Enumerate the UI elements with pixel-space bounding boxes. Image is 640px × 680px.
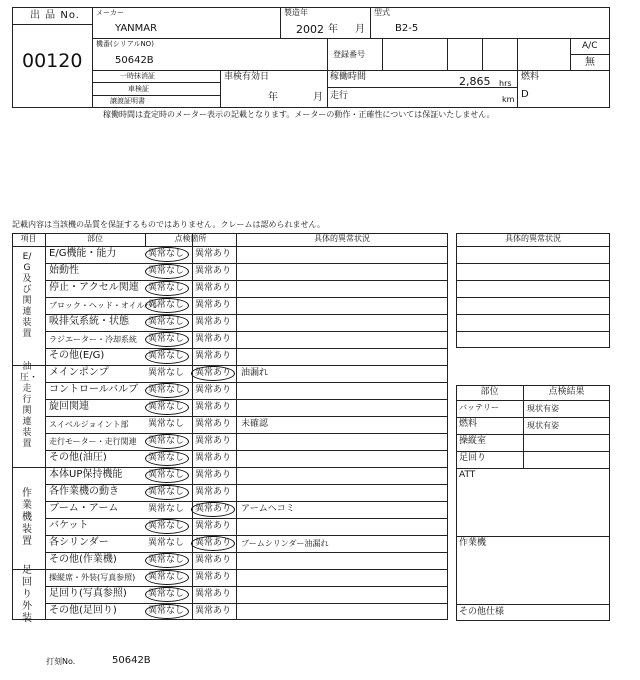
- selected-circle: [145, 434, 189, 449]
- selected-circle: [145, 264, 189, 279]
- part-name: バケット: [49, 520, 89, 531]
- table-row: [45, 382, 448, 399]
- normal-option: 異常なし: [148, 470, 185, 480]
- table-row: [45, 501, 448, 518]
- abnormality-detail: 油漏れ: [241, 368, 269, 378]
- part-name: E/G機能・能力: [49, 248, 117, 259]
- table-row: [45, 399, 448, 416]
- abnormal-option: 異常あり: [195, 351, 232, 361]
- selected-circle: [191, 502, 235, 517]
- abnormal-option: 異常あり: [195, 470, 232, 480]
- abnormal-option: 異常あり: [195, 538, 232, 548]
- part-name: メインポンプ: [49, 367, 109, 378]
- table-row: [45, 246, 448, 263]
- normal-option: 異常なし: [148, 249, 185, 259]
- part-name: その他(E/G): [49, 350, 105, 361]
- stamp-label: 打刻No.: [46, 657, 76, 666]
- part-name: コントロールバルブ: [49, 384, 139, 395]
- part-name: 各シリンダー: [49, 537, 109, 548]
- normal-option: 異常なし: [148, 589, 185, 599]
- table-row: [456, 536, 610, 604]
- month-unit: 月: [355, 24, 365, 35]
- part-name: ブーム・アーム: [49, 503, 119, 514]
- column-header: 点検箇所: [174, 234, 207, 243]
- abnormal-option: 異常あり: [195, 317, 232, 327]
- inspection-month-unit: 月: [313, 92, 323, 103]
- part-name: 各作業機の動き: [49, 486, 119, 497]
- normal-option: 異常なし: [148, 504, 185, 514]
- abnormal-option: 異常あり: [195, 504, 232, 514]
- part-name: 走行モーター・走行関連: [49, 437, 137, 446]
- selected-circle: [145, 553, 189, 568]
- group-label: 足回り外装: [22, 564, 32, 624]
- column-header: 具体的異常状況: [505, 234, 561, 243]
- part-name: スイベルジョイント部: [49, 420, 129, 429]
- inspection-valid-label: 車検有効日: [224, 72, 270, 82]
- abnormal-option: 異常あり: [195, 385, 232, 395]
- normal-option: 異常なし: [148, 487, 185, 497]
- group-label: 油圧・走行関連装置: [20, 362, 39, 449]
- hours-unit: hrs: [499, 79, 512, 88]
- km-unit: km: [502, 95, 515, 104]
- result-value: 現状有姿: [527, 404, 559, 413]
- column-header: 部位: [480, 387, 499, 397]
- ac-label: A/C: [582, 41, 598, 51]
- selected-circle: [145, 281, 189, 296]
- selected-circle: [145, 604, 189, 619]
- lot-number-label: 出 品 No.: [30, 10, 80, 21]
- abnormal-option: 異常あり: [195, 572, 232, 582]
- fuel-label: 燃料: [521, 72, 540, 82]
- abnormal-option: 異常あり: [195, 334, 232, 344]
- table-row: [45, 331, 448, 348]
- abnormal-option: 異常あり: [195, 368, 232, 378]
- table-row: [456, 451, 610, 468]
- group-label: 作業機装置: [22, 488, 32, 547]
- part-name: ブロック・ヘッド・オイルパン: [49, 301, 160, 310]
- part-name: 操縦席・外装(写真参照): [49, 573, 136, 582]
- result-value: 現状有姿: [527, 421, 559, 430]
- table-row: [45, 348, 448, 365]
- normal-option: 異常なし: [148, 266, 185, 276]
- hours-value: 2,865: [459, 75, 491, 88]
- table-row: [45, 484, 448, 501]
- model-value: B2-5: [395, 23, 419, 34]
- table-row: [456, 604, 610, 621]
- selected-circle: [145, 298, 189, 313]
- year-value: 2002: [296, 23, 324, 36]
- normal-option: 異常なし: [148, 300, 185, 310]
- selected-circle: [145, 349, 189, 364]
- hours-note: 稼働時間は査定時のメーター表示の記載となります。メーターの動作・正確性については保証いたしません。: [103, 110, 495, 119]
- table-row: [45, 603, 448, 620]
- result-part: 足回り: [459, 453, 487, 463]
- maker-label: メーカー: [96, 9, 124, 17]
- part-name: 本体UP保持機能: [49, 469, 123, 480]
- abnormality-detail: 未確認: [241, 419, 269, 429]
- result-part: 作業機: [459, 538, 487, 548]
- row-divider: [456, 297, 610, 298]
- result-part: ATT: [459, 470, 476, 480]
- header-divider: [456, 246, 610, 247]
- part-name: その他(足回り): [49, 605, 117, 616]
- row-divider: [456, 331, 610, 332]
- row-divider: [456, 314, 610, 315]
- maker-value: YANMAR: [115, 23, 158, 34]
- abnormal-option: 異常あり: [195, 453, 232, 463]
- selected-circle: [145, 519, 189, 534]
- abnormal-option: 異常あり: [195, 283, 232, 293]
- column-header: 具体的異常状況: [314, 234, 370, 243]
- part-name: その他(作業機): [49, 554, 117, 565]
- selected-circle: [145, 332, 189, 347]
- result-part: その他仕様: [459, 607, 505, 617]
- table-row: [45, 569, 448, 586]
- abnormal-option: 異常あり: [195, 249, 232, 259]
- abnormal-option: 異常あり: [195, 419, 232, 429]
- group-label: E/G及び関連装置: [22, 251, 32, 339]
- normal-option: 異常なし: [148, 419, 185, 429]
- normal-option: 異常なし: [148, 521, 185, 531]
- temp-cancel-cert-label: 一時抹消証: [120, 72, 155, 80]
- row-divider: [456, 280, 610, 281]
- result-part: 燃料: [459, 419, 478, 429]
- year-unit: 年: [328, 24, 338, 35]
- selected-circle: [191, 366, 235, 381]
- part-name: 停止・アクセル関連: [49, 282, 139, 293]
- ac-value: 無: [585, 57, 595, 68]
- inspection-cert-label: 車検証: [128, 85, 149, 93]
- table-row: [45, 365, 448, 382]
- abnormal-option: 異常あり: [195, 436, 232, 446]
- stamp-number: 50642B: [112, 655, 151, 666]
- table-row: [45, 297, 448, 314]
- abnormal-option: 異常あり: [195, 402, 232, 412]
- part-name: 足回り(写真参照): [49, 588, 127, 599]
- normal-option: 異常なし: [148, 317, 185, 327]
- table-row: [456, 434, 610, 451]
- part-name: その他(油圧): [49, 452, 107, 463]
- serial-value: 50642B: [115, 55, 154, 66]
- selected-circle: [145, 570, 189, 585]
- selected-circle: [145, 247, 189, 262]
- normal-option: 異常なし: [148, 283, 185, 293]
- abnormal-option: 異常あり: [195, 606, 232, 616]
- normal-option: 異常なし: [148, 351, 185, 361]
- result-part: バッテリー: [459, 403, 499, 412]
- table-row: [45, 535, 448, 552]
- normal-option: 異常なし: [148, 368, 185, 378]
- abnormality-detail: ブームシリンダー油漏れ: [241, 539, 329, 548]
- hours-label: 稼働時間: [330, 72, 367, 82]
- table-row: [45, 518, 448, 535]
- normal-option: 異常なし: [148, 453, 185, 463]
- abnormal-option: 異常あり: [195, 589, 232, 599]
- year-label: 製造年: [284, 8, 308, 17]
- normal-option: 異常なし: [148, 572, 185, 582]
- table-row: [456, 468, 610, 536]
- selected-circle: [145, 587, 189, 602]
- row-divider: [456, 263, 610, 264]
- column-header: 部位: [87, 234, 103, 243]
- serial-label: 機番(シリアルNO): [96, 40, 154, 48]
- abnormal-option: 異常あり: [195, 300, 232, 310]
- table-row: [456, 400, 610, 417]
- registration-label: 登録番号: [333, 50, 365, 59]
- inspection-year-unit: 年: [268, 92, 278, 103]
- part-name: 旋回関連: [49, 401, 89, 412]
- normal-option: 異常なし: [148, 555, 185, 565]
- normal-option: 異常なし: [148, 402, 185, 412]
- table-row: [45, 450, 448, 467]
- mileage-label: 走行: [330, 91, 349, 101]
- result-part: 操縦室: [459, 436, 487, 446]
- normal-option: 異常なし: [148, 334, 185, 344]
- selected-circle: [145, 485, 189, 500]
- normal-option: 異常なし: [148, 538, 185, 548]
- table-row: [45, 280, 448, 297]
- table-row: [45, 263, 448, 280]
- table-row: [45, 433, 448, 450]
- part-name: 吸排気系統・状態: [49, 316, 129, 327]
- transfer-cert-label: 譲渡証明書: [110, 97, 145, 105]
- selected-circle: [191, 536, 235, 551]
- table-row: [45, 416, 448, 433]
- abnormal-option: 異常あり: [195, 266, 232, 276]
- model-label: 型式: [374, 8, 390, 17]
- table-row: [45, 314, 448, 331]
- part-name: ラジエーター・冷却系統: [49, 335, 137, 344]
- normal-option: 異常なし: [148, 606, 185, 616]
- table-row: [45, 586, 448, 603]
- disclaimer: 記載内容は当該機の品質を保証するものではありません。クレームは認められません。: [12, 220, 325, 229]
- abnormality-detail: アームヘコミ: [241, 504, 295, 514]
- column-header: 点検結果: [548, 387, 585, 397]
- table-row: [456, 417, 610, 434]
- selected-circle: [145, 383, 189, 398]
- abnormal-option: 異常あり: [195, 487, 232, 497]
- abnormal-option: 異常あり: [195, 555, 232, 565]
- normal-option: 異常なし: [148, 436, 185, 446]
- fuel-value: D: [521, 89, 529, 100]
- table-row: [45, 552, 448, 569]
- column-header: 項目: [20, 234, 37, 243]
- part-name: 始動性: [49, 265, 79, 276]
- selected-circle: [145, 451, 189, 466]
- lot-number: 00120: [22, 50, 83, 72]
- selected-circle: [145, 315, 189, 330]
- selected-circle: [145, 400, 189, 415]
- normal-option: 異常なし: [148, 385, 185, 395]
- abnormal-option: 異常あり: [195, 521, 232, 531]
- table-row: [45, 467, 448, 484]
- selected-circle: [145, 468, 189, 483]
